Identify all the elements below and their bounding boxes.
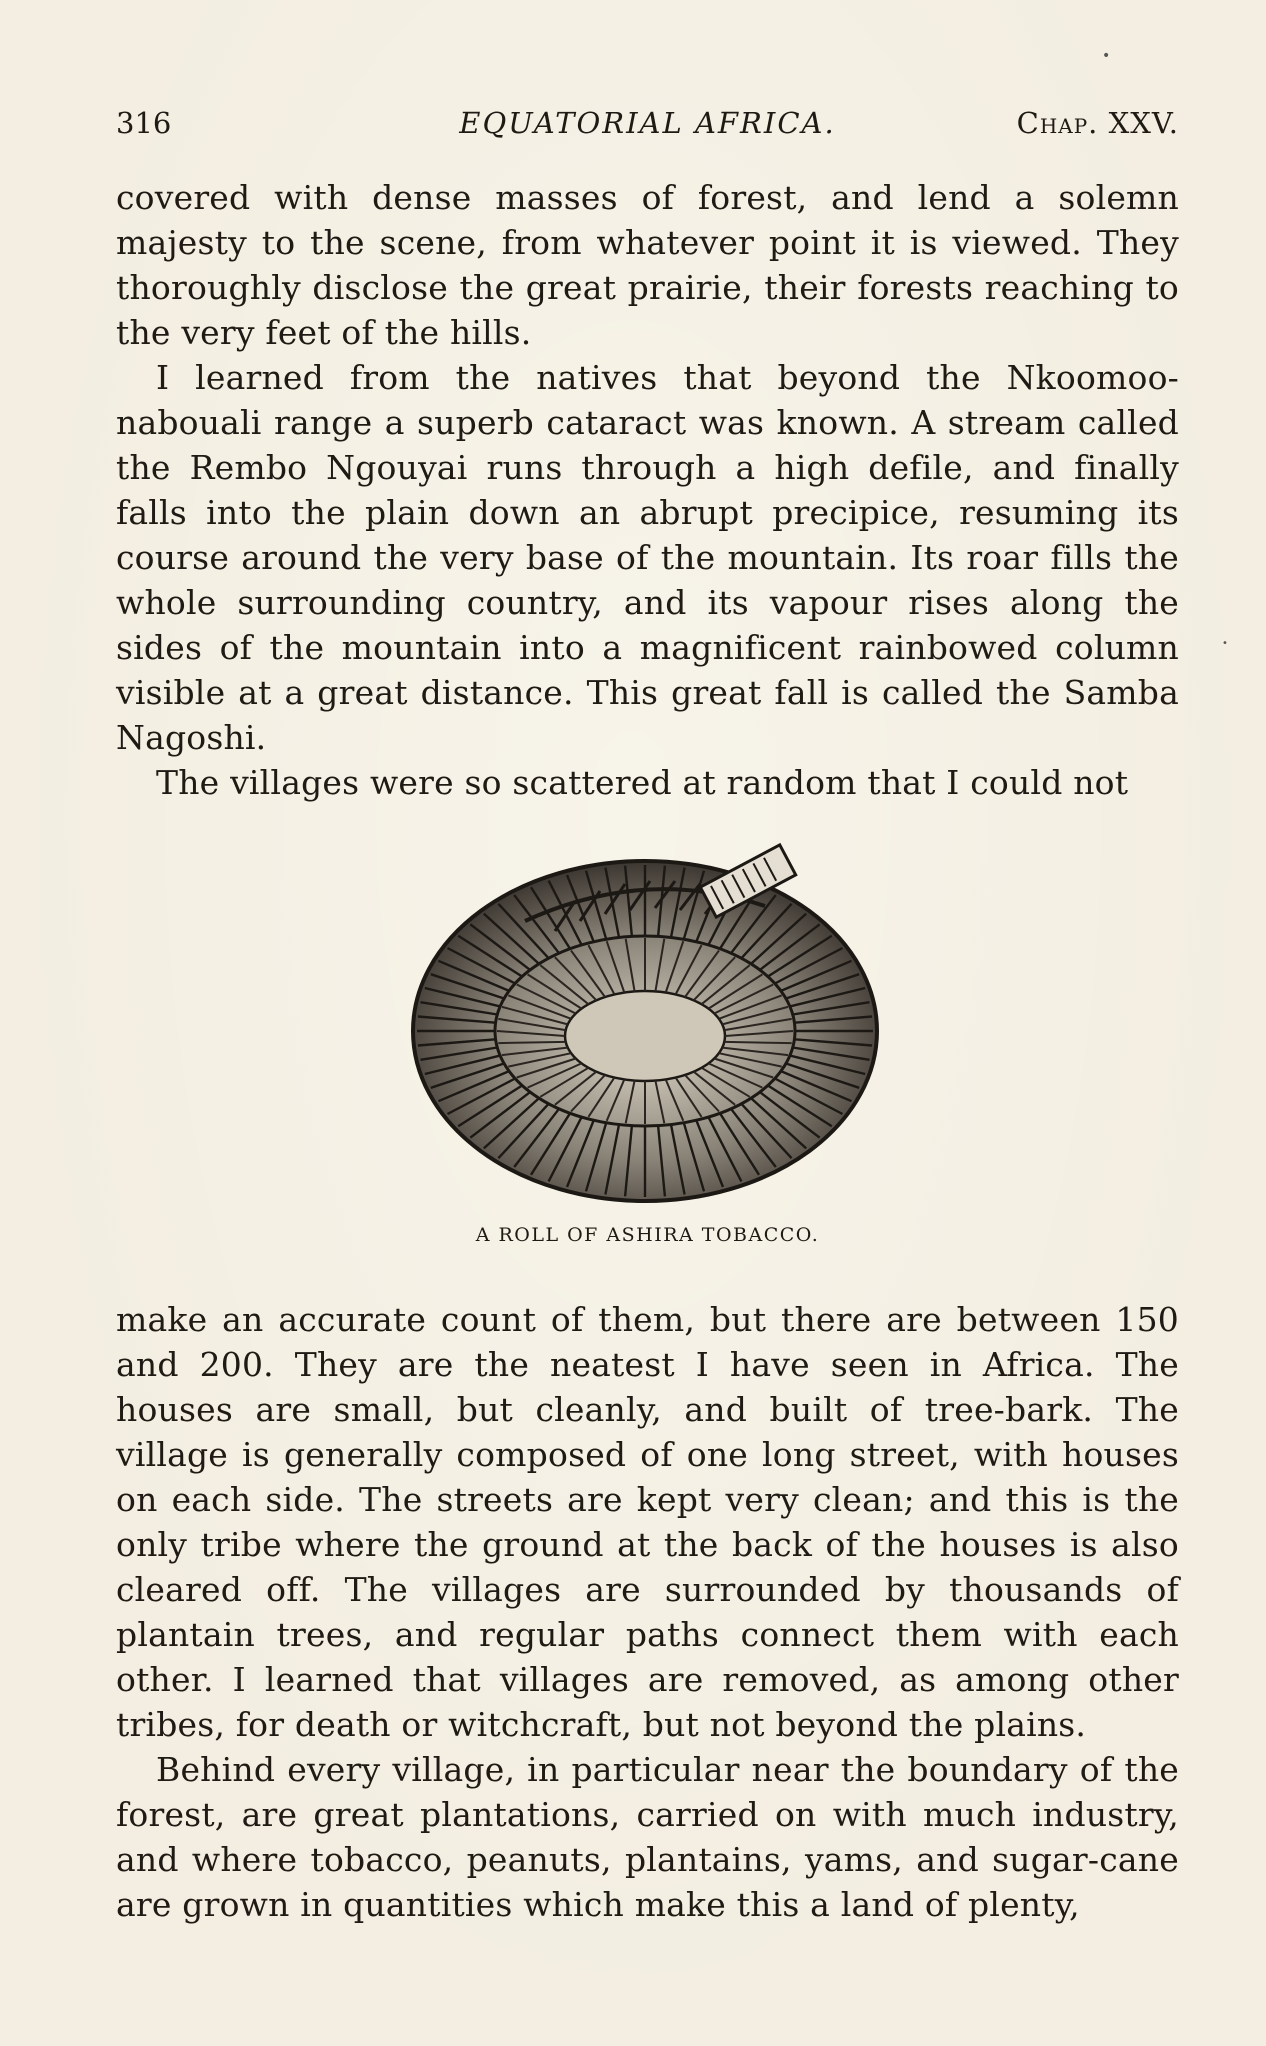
paragraph: covered with dense masses of forest, and lend a solemn majesty to the scene, from whatever point it is viewed. They thoroughly disclose the great prairie, their forests reaching to the very feet of the hills.	[116, 178, 1179, 352]
paragraph: The villages were so scattered at random that I could not	[156, 763, 1129, 802]
running-title: EQUATORIAL AFRICA.	[459, 106, 836, 140]
ink-speck: •	[1102, 48, 1111, 64]
tobacco-roll-illustration	[405, 826, 895, 1216]
text-block-top	[116, 175, 1179, 805]
figure-caption: A ROLL OF ASHIRA TOBACCO.	[475, 1224, 820, 1246]
ink-speck: •	[1222, 638, 1228, 649]
chapter-label: Chap. XXV.	[1016, 106, 1179, 140]
running-header	[116, 100, 1179, 146]
text-block-bottom	[116, 1297, 1179, 1927]
paragraph: make an accurate count of them, but there are between 150 and 200. They are the neatest I have seen in Africa. The houses are small, but cleanly, and built of tree-bark. The village is generally composed of one long street, with houses on each side. The streets are kept very clean; and this is the only tribe where the ground at the back of the houses is also cleared off. The villages are surrounded by thousands of plantain trees, and regular paths connect them with each other. I learned that villages are removed, as among other tribes, for death or witchcraft, but not beyond the plains.	[116, 1300, 1179, 1744]
paragraph: Behind every village, in particular near the boundary of the forest, are great plantations, carried on with much industry, and where tobacco, peanuts, plantains, yams, and sugar-cane are grown in quantities which make this a land of plenty,	[116, 1750, 1179, 1924]
page-number: 316	[116, 106, 172, 140]
paragraph: I learned from the natives that beyond the Nkoomoo-nabouali range a superb cataract was known. A stream called the Rembo Ngouyai runs through a high defile, and finally falls into the plain down an abrupt precipice, resuming its course around the very base of the mountain. Its roar fills the whole surrounding country, and its vapour rises along the sides of the mountain into a magnificent rainbowed column visible at a great distance. This great fall is called the Samba Nagoshi.	[116, 358, 1179, 757]
tobacco-roll-engraving	[405, 826, 895, 1216]
